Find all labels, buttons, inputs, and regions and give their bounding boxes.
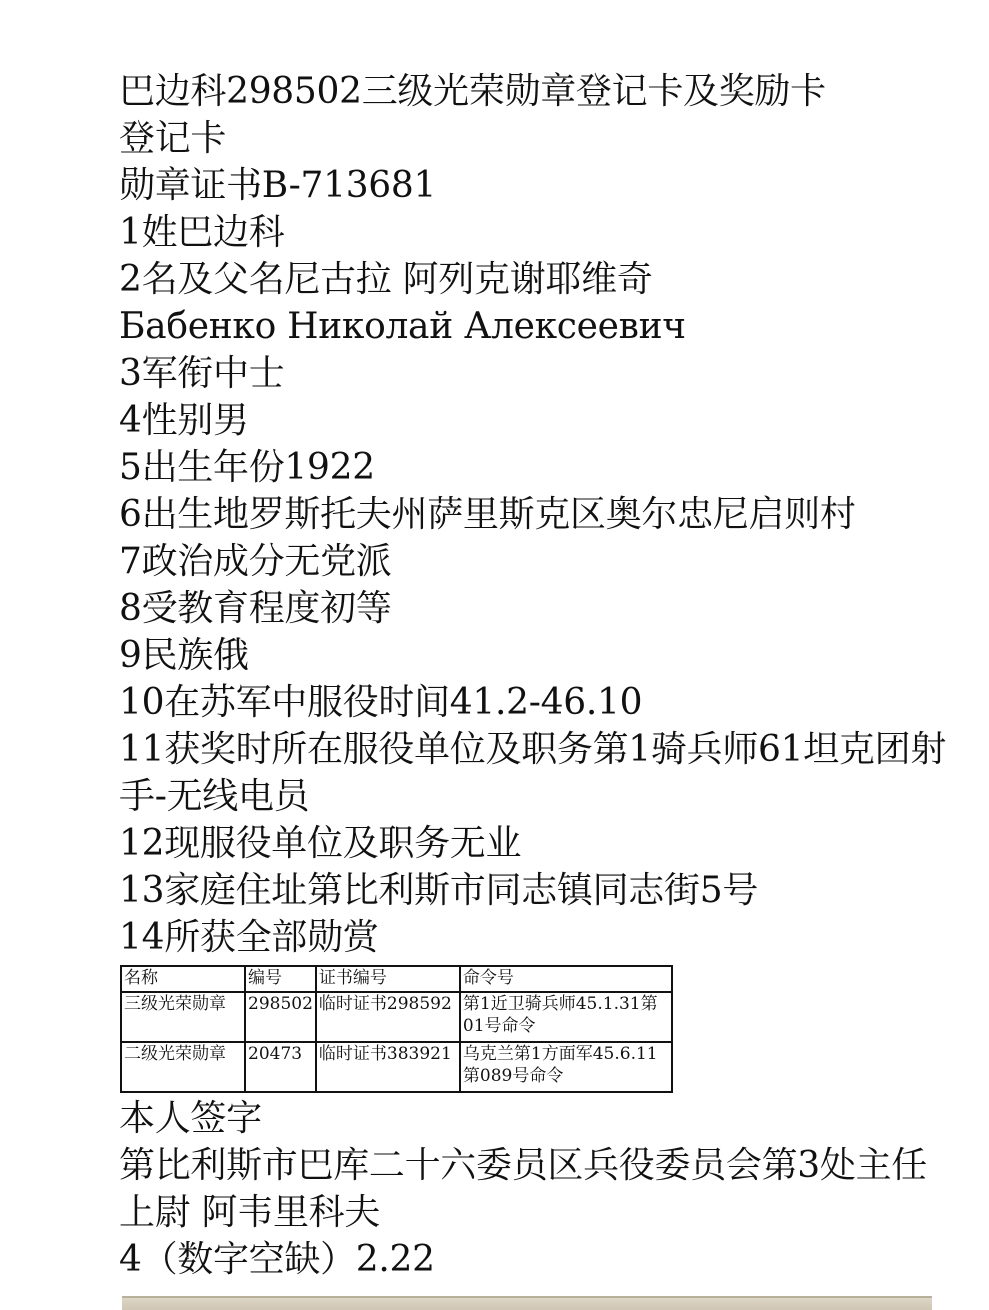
column-header-name: 名称 [121, 966, 245, 992]
field-name-russian: Бабенко Николай Алексеевич [119, 306, 686, 347]
table-row [121, 1042, 672, 1092]
field-birthplace: 6出生地罗斯托夫州萨里斯克区奥尔忠尼启则村 [119, 494, 856, 535]
table-cell: 临时证书383921 [316, 1042, 460, 1092]
table-cell: 临时证书298592 [316, 992, 460, 1042]
table-cell: 第1近卫骑兵师45.1.31第01号命令 [460, 992, 672, 1042]
column-header-order: 命令号 [460, 966, 672, 992]
table-row [121, 992, 672, 1042]
table-cell: 20473 [245, 1042, 316, 1092]
scanned-card-edge [122, 1296, 932, 1310]
field-unit-at-award: 11获奖时所在服役单位及职务第1骑兵师61坦克团射手-无线电员 [119, 729, 947, 817]
issuing-authority: 第比利斯市巴库二十六委员区兵役委员会第3处主任 上尉 阿韦里科夫 [119, 1145, 928, 1233]
table-header-row [121, 966, 672, 992]
field-surname: 1姓巴边科 [119, 212, 285, 253]
awards-table [120, 965, 673, 1093]
document-body [119, 68, 949, 1283]
field-name-patronymic: 2名及父名尼古拉 阿列克谢耶维奇 [119, 259, 653, 300]
certificate-number: 勋章证书B-713681 [119, 165, 437, 206]
field-party: 7政治成分无党派 [119, 541, 392, 582]
signature-label: 本人签字 [119, 1098, 262, 1139]
document-date: 4（数字空缺）2.22 [119, 1239, 435, 1280]
field-education: 8受教育程度初等 [119, 588, 392, 629]
document-title: 巴边科298502三级光荣勋章登记卡及奖励卡 [119, 71, 826, 112]
field-sex: 4性别男 [119, 400, 249, 441]
table-cell: 二级光荣勋章 [121, 1042, 245, 1092]
field-birth-year: 5出生年份1922 [119, 447, 375, 488]
table-cell: 乌克兰第1方面军45.6.11第089号命令 [460, 1042, 672, 1092]
field-nationality: 9民族俄 [119, 635, 249, 676]
column-header-certificate: 证书编号 [316, 966, 460, 992]
field-current-unit: 12现服役单位及职务无业 [119, 823, 522, 864]
field-rank: 3军衔中士 [119, 353, 285, 394]
field-all-awards: 14所获全部勋赏 [119, 917, 379, 958]
table-cell: 三级光荣勋章 [121, 992, 245, 1042]
card-label: 登记卡 [119, 118, 227, 159]
field-home-address: 13家庭住址第比利斯市同志镇同志街5号 [119, 870, 759, 911]
field-service-period: 10在苏军中服役时间41.2-46.10 [119, 682, 643, 723]
column-header-number: 编号 [245, 966, 316, 992]
table-cell: 298502 [245, 992, 316, 1042]
